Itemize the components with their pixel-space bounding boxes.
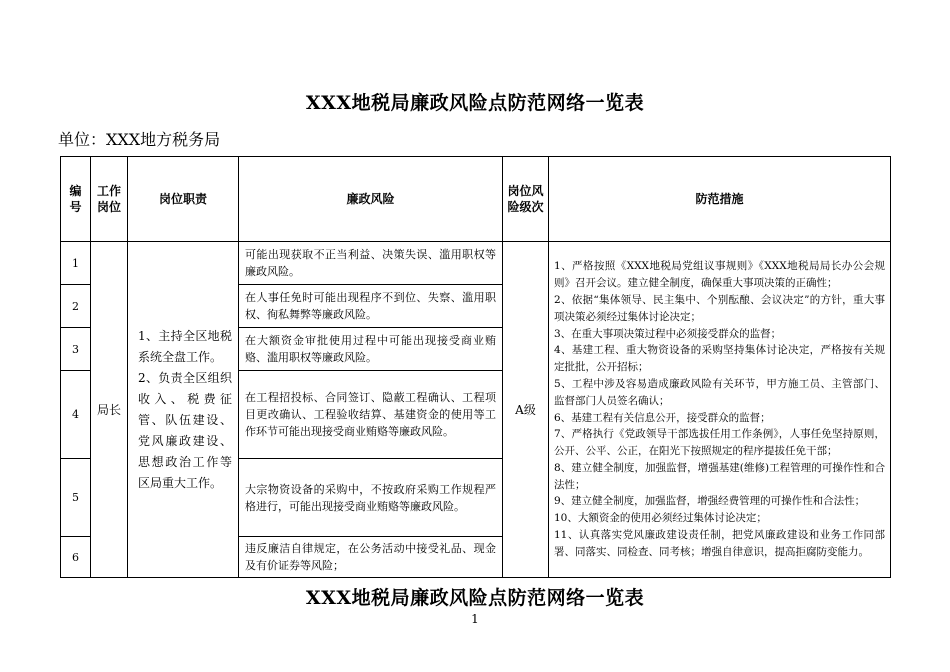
measure-item: 9、建立健全制度，加强监督，增强经费管理的可操作性和合法性； bbox=[554, 495, 866, 508]
header-duty: 岗位职责 bbox=[128, 157, 239, 242]
duty-item: 1、主持全区地税系统全盘工作。 bbox=[138, 328, 232, 364]
table-header-row bbox=[61, 157, 891, 242]
measure-item: 6、基建工程有关信息公开，接受群众的监督； bbox=[554, 411, 771, 424]
table-row bbox=[61, 242, 891, 285]
duty-cell bbox=[128, 242, 239, 578]
risk-table bbox=[60, 156, 891, 578]
row-number: 6 bbox=[61, 537, 91, 578]
header-measures: 防范措施 bbox=[549, 157, 891, 242]
header-post: 工作岗位 bbox=[91, 157, 128, 242]
page-title-repeat: XXX地税局廉政风险点防范网络一览表 bbox=[305, 587, 645, 609]
risk-cell: 大宗物资设备的采购中，不按政府采购工作规程严格进行，可能出现接受商业贿赂等廉政风险。 bbox=[239, 459, 503, 537]
row-number: 4 bbox=[61, 371, 91, 459]
header-risk: 廉政风险 bbox=[239, 157, 503, 242]
measure-item: 10、大额资金的使用必须经过集体讨论决定； bbox=[554, 512, 767, 525]
measure-item: 7、严格执行《党政领导干部选拔任用工作条例》，人事任免坚持原则，公开、公平、公正，在阳光下按照规定的程序提拔任免干部； bbox=[554, 428, 885, 458]
risk-cell: 可能出现获取不正当利益、决策失误、滥用职权等廉政风险。 bbox=[239, 242, 503, 285]
risk-cell: 在人事任免时可能出现程序不到位、失察、滥用职权、徇私舞弊等廉政风险。 bbox=[239, 285, 503, 328]
header-num: 编号 bbox=[61, 157, 91, 242]
risk-cell: 在大额资金审批使用过程中可能出现接受商业贿赂、滥用职权等廉政风险。 bbox=[239, 328, 503, 371]
measures-cell bbox=[549, 242, 891, 578]
unit-label: 单位：XXX地方税务局 bbox=[58, 130, 221, 149]
row-number: 1 bbox=[61, 242, 91, 285]
page-number: 1 bbox=[471, 612, 479, 626]
page-title: XXX地税局廉政风险点防范网络一览表 bbox=[305, 92, 645, 114]
risk-cell: 在工程招投标、合同签订、隐蔽工程确认、工程项目更改确认、工程验收结算、基建资金的使用等工作环节可能出现接受商业贿赂等廉政风险。 bbox=[239, 371, 503, 459]
measure-item: 11、认真落实党风廉政建设责任制，把党风廉政建设和业务工作同部署、同落实、同检查、同考核；增强自律意识，提高拒腐防变能力。 bbox=[554, 529, 885, 558]
measure-item: 2、依据“集体领导、民主集中、个别酝酿、会议决定”的方针，重大事项决策必须经过集体讨论决定； bbox=[554, 293, 885, 323]
row-number: 2 bbox=[61, 285, 91, 328]
row-number: 5 bbox=[61, 459, 91, 537]
level-cell: A级 bbox=[503, 242, 549, 578]
header-level: 岗位风险级次 bbox=[503, 157, 549, 242]
row-number: 3 bbox=[61, 328, 91, 371]
measure-item: 3、在重大事项决策过程中必须接受群众的监督； bbox=[554, 327, 782, 340]
duty-item: 2、负责全区组织收入、税费征管、队伍建设、党风廉政建设、思想政治工作等区局重大工作。 bbox=[138, 370, 232, 490]
measure-item: 4、基建工程、重大物资设备的采购坚持集体讨论决定，严格按有关规定批批，公开招标； bbox=[554, 344, 885, 374]
measure-item: 8、建立健全制度，加强监督，增强基建(维修)工程管理的可操作性和合法性； bbox=[554, 461, 885, 491]
measure-item: 5、工程中涉及容易造成廉政风险有关环节，甲方施工员、主管部门、监督部门人员签名确认； bbox=[554, 377, 885, 407]
risk-cell: 违反廉洁自律规定，在公务活动中接受礼品、现金及有价证券等风险； bbox=[239, 537, 503, 578]
measure-item: 1、严格按照《XXX地税局党组议事规则》《XXX地税局局长办公会规则》召开会议。建立健全制度，确保重大事项决策的正确性； bbox=[554, 260, 885, 290]
post-cell: 局长 bbox=[91, 242, 128, 578]
